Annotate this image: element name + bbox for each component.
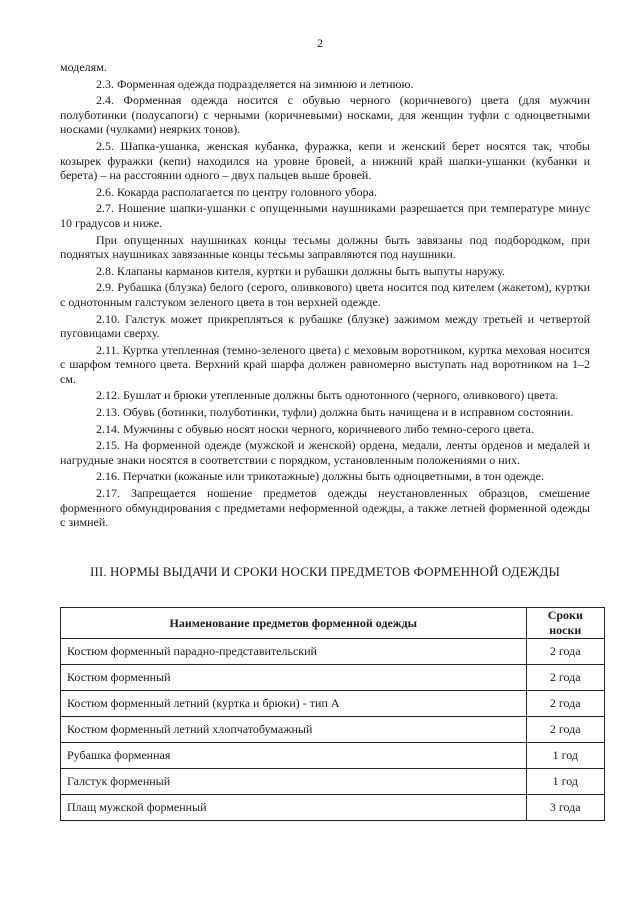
paragraph-2-15: 2.15. На форменной одежде (мужской и женской) ордена, медали, ленты орденов и медалей и нагрудные знаки носятся в соответствии с порядком, установленным положениями о них. <box>60 438 590 467</box>
paragraph-2-14: 2.14. Мужчины с обувью носят носки черного, коричневого либо темно-серого цвета. <box>96 421 534 436</box>
table-header-item: Наименование предметов форменной одежды <box>61 608 527 639</box>
paragraph-2-7-note: При опущенных наушниках концы тесьмы должны быть завязаны под подбородком, при поднятых наушниках завязанные концы тесьмы заправляются под наушники. <box>60 232 590 262</box>
table-cell-term: 1 год <box>526 769 604 795</box>
paragraph-2-12: 2.12. Бушлат и брюки утепленные должны быть однотонного (черного, оливкового) цвета. <box>96 388 559 403</box>
table-cell-item: Костюм форменный летний хлопчатобумажный <box>61 717 527 743</box>
table-cell-item: Костюм форменный летний (куртка и брюки) - тип А <box>61 691 527 717</box>
table-cell-term: 2 года <box>526 717 604 743</box>
uniform-terms-table <box>60 607 605 821</box>
table-cell-item: Костюм форменный <box>61 665 527 691</box>
table-row <box>61 665 605 691</box>
table-row <box>61 639 605 665</box>
table-header-row <box>61 608 605 639</box>
paragraph-2-6: 2.6. Кокарда располагается по центру головного убора. <box>96 184 377 199</box>
table-row <box>61 795 605 821</box>
paragraph-2-11: 2.11. Куртка утепленная (темно-зеленого цвета) с меховым воротником, куртка меховая носится с шарфом темного цвета. Верхний край шарфа должен равномерно выступать над воротником на 1–2 см. <box>60 342 590 386</box>
table-cell-term: 1 год <box>526 743 604 769</box>
page-number: 2 <box>317 36 323 50</box>
paragraph-2-9: 2.9. Рубашка (блузка) белого (серого, оливкового) цвета носится под кителем (жакетом), куртки с однотонным галстуком зеленого цвета в тон верхней одежде. <box>60 280 590 309</box>
table-row <box>61 717 605 743</box>
table-cell-item: Плащ мужской форменный <box>61 795 527 821</box>
paragraph-2-3: 2.3. Форменная одежда подразделяется на зимнюю и летнюю. <box>96 76 414 91</box>
paragraph-2-7: 2.7. Ношение шапки-ушанки с опущенными наушниками разрешается при температуре минус 10 градусов и ниже. <box>60 201 590 230</box>
table-row <box>61 743 605 769</box>
table-cell-item: Костюм форменный парадно-представительский <box>61 639 527 665</box>
table-header-term: Сроки носки <box>526 608 604 639</box>
paragraph-2-16: 2.16. Перчатки (кожаные или трикотажные) должны быть одноцветными, в тон одежде. <box>96 469 544 484</box>
table-row <box>61 691 605 717</box>
body-text <box>60 60 590 532</box>
paragraph-2-13: 2.13. Обувь (ботинки, полуботинки, туфли) должна быть начищена и в исправном состоянии. <box>96 405 574 420</box>
paragraph-continuation: моделям. <box>60 60 107 74</box>
table-row <box>61 769 605 795</box>
table-cell-term: 2 года <box>526 665 604 691</box>
paragraph-2-10: 2.10. Галстук может прикрепляться к рубашке (блузке) зажимом между третьей и четвертой пуговицами сверху. <box>60 311 590 341</box>
table-cell-term: 3 года <box>526 795 604 821</box>
table-cell-term: 2 года <box>526 639 604 665</box>
paragraph-2-5: 2.5. Шапка-ушанка, женская кубанка, фуражка, кепи и женский берет носятся так, чтобы козырек фуражки (кепи) находился на уровне бровей, а нижний край шапки-ушанки (кубанки и берета) – на расстоянии одного – двух пальцев выше бровей. <box>60 138 590 183</box>
table-cell-item: Галстук форменный <box>61 769 527 795</box>
table-cell-item: Рубашка форменная <box>61 743 527 769</box>
paragraph-2-4: 2.4. Форменная одежда носится с обувью черного (коричневого) цвета (для мужчин полуботинки (полусапоги) с черными (коричневыми) носками, для женщин туфли с одноцветными носками (чулками) неярких тонов). <box>60 93 590 137</box>
section-heading: III. НОРМЫ ВЫДАЧИ И СРОКИ НОСКИ ПРЕДМЕТОВ ФОРМЕННОЙ ОДЕЖДЫ <box>90 564 560 579</box>
table-cell-term: 2 года <box>526 691 604 717</box>
paragraph-2-8: 2.8. Клапаны карманов кителя, куртки и рубашки должны быть выпуты наружу. <box>96 263 506 278</box>
paragraph-2-17: 2.17. Запрещается ношение предметов одежды неустановленных образцов, смешение форменного обмундирования с предметами неформенной одежды, а также летней форменной одежды с зимней. <box>60 486 590 530</box>
